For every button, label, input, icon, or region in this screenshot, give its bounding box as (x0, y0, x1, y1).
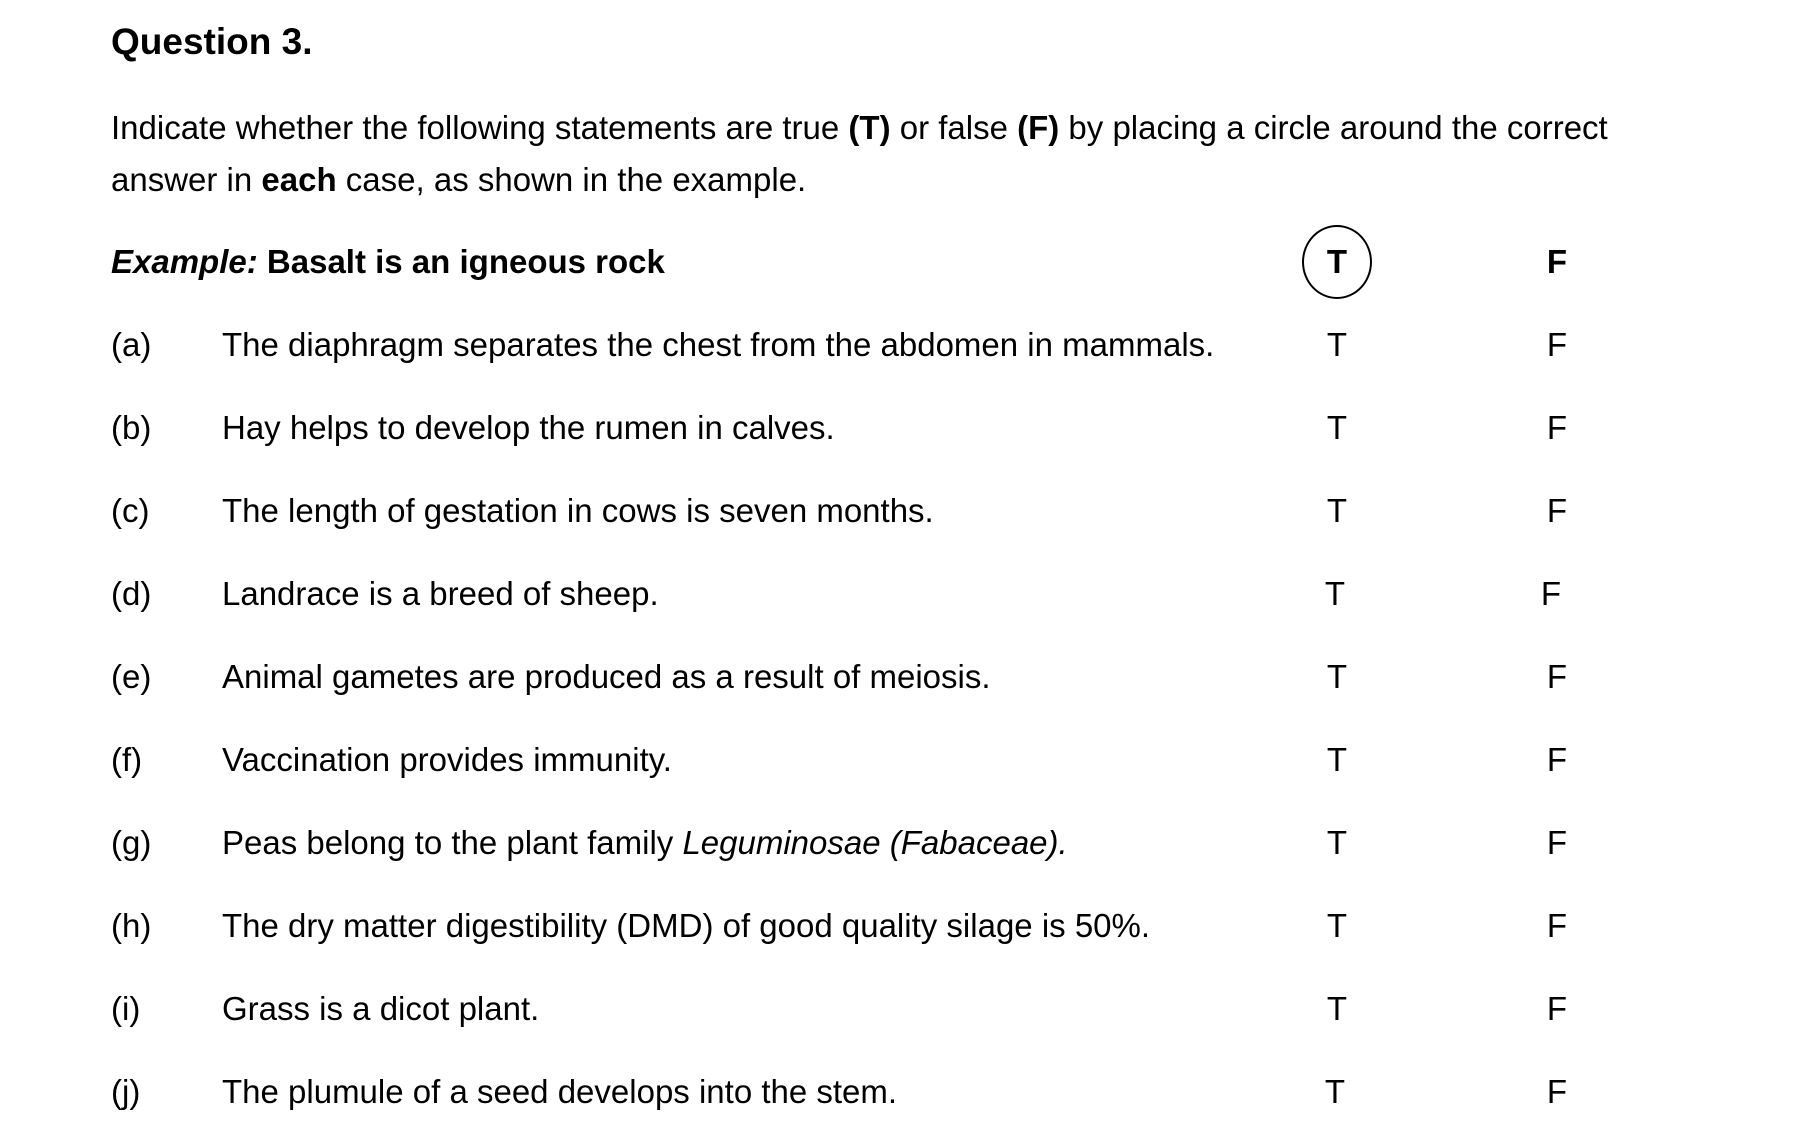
true-option-a[interactable]: T (1326, 326, 1348, 363)
statement-row-i (0, 979, 1818, 1039)
instructions-true-code: (T) (848, 109, 891, 146)
item-statement-italic: Leguminosae (Fabaceae). (682, 824, 1068, 861)
instructions-each: each (261, 161, 337, 198)
example-row (0, 232, 1818, 292)
statement-row-j (0, 1062, 1818, 1122)
item-statement: The dry matter digestibility (DMD) of good quality silage is 50%. (222, 907, 1151, 944)
item-statement: Animal gametes are produced as a result of meiosis. (222, 658, 991, 695)
item-label: (g) (111, 824, 152, 861)
instructions-part4: case, as shown in the example. (336, 161, 807, 198)
statement-row-h (0, 896, 1818, 956)
item-statement-text: Peas belong to the plant family (222, 824, 683, 861)
item-statement: The diaphragm separates the chest from the abdomen in mammals. (222, 326, 1215, 363)
instructions-part2: or false (890, 109, 1018, 146)
statement-row-g (0, 813, 1818, 873)
false-option-j[interactable]: F (1546, 1073, 1568, 1110)
false-option-g[interactable]: F (1546, 824, 1568, 861)
true-option-g[interactable]: T (1326, 824, 1348, 861)
example-prefix: Example: (111, 243, 258, 280)
item-label: (j) (111, 1073, 141, 1110)
item-label: (h) (111, 907, 152, 944)
instructions-part3: by placing a circle around the correct answer in (111, 109, 1608, 198)
true-option-f[interactable]: T (1326, 741, 1348, 778)
example-false-option[interactable]: F (1546, 243, 1568, 280)
statement-row-f (0, 730, 1818, 790)
false-option-d[interactable]: F (1540, 575, 1562, 612)
example-text: Basalt is an igneous rock (257, 243, 665, 280)
true-option-c[interactable]: T (1326, 492, 1348, 529)
false-option-c[interactable]: F (1546, 492, 1568, 529)
item-label: (f) (111, 741, 143, 778)
statement-row-c (0, 481, 1818, 541)
item-statement: The plumule of a seed develops into the stem. (222, 1073, 898, 1110)
true-option-e[interactable]: T (1326, 658, 1348, 695)
instructions-false-code: (F) (1017, 109, 1060, 146)
false-option-e[interactable]: F (1546, 658, 1568, 695)
statement-row-e (0, 647, 1818, 707)
example-true-option[interactable]: T (1326, 243, 1348, 280)
false-option-i[interactable]: F (1546, 990, 1568, 1027)
item-label: (b) (111, 409, 152, 446)
item-statement: The length of gestation in cows is seven months. (222, 492, 934, 529)
item-label: (a) (111, 326, 152, 363)
statement-row-a (0, 315, 1818, 375)
false-option-f[interactable]: F (1546, 741, 1568, 778)
item-statement (222, 813, 1068, 873)
false-option-a[interactable]: F (1546, 326, 1568, 363)
statement-row-b (0, 398, 1818, 458)
true-option-d[interactable]: T (1324, 575, 1346, 612)
false-option-b[interactable]: F (1546, 409, 1568, 446)
item-statement: Hay helps to develop the rumen in calves. (222, 409, 835, 446)
item-statement: Vaccination provides immunity. (222, 741, 672, 778)
true-option-i[interactable]: T (1326, 990, 1348, 1027)
statement-row-d (0, 564, 1818, 624)
true-option-b[interactable]: T (1326, 409, 1348, 446)
item-statement: Landrace is a breed of sheep. (222, 575, 659, 612)
item-statement: Grass is a dicot plant. (222, 990, 540, 1027)
instructions (111, 102, 1711, 206)
item-label: (d) (111, 575, 152, 612)
false-option-h[interactable]: F (1546, 907, 1568, 944)
true-option-j[interactable]: T (1324, 1073, 1346, 1110)
item-label: (e) (111, 658, 152, 695)
question-title: Question 3. (111, 21, 313, 62)
item-label: (c) (111, 492, 150, 529)
instructions-part1: Indicate whether the following statements are true (111, 109, 849, 146)
true-option-h[interactable]: T (1326, 907, 1348, 944)
example-statement (111, 232, 665, 292)
item-label: (i) (111, 990, 141, 1027)
